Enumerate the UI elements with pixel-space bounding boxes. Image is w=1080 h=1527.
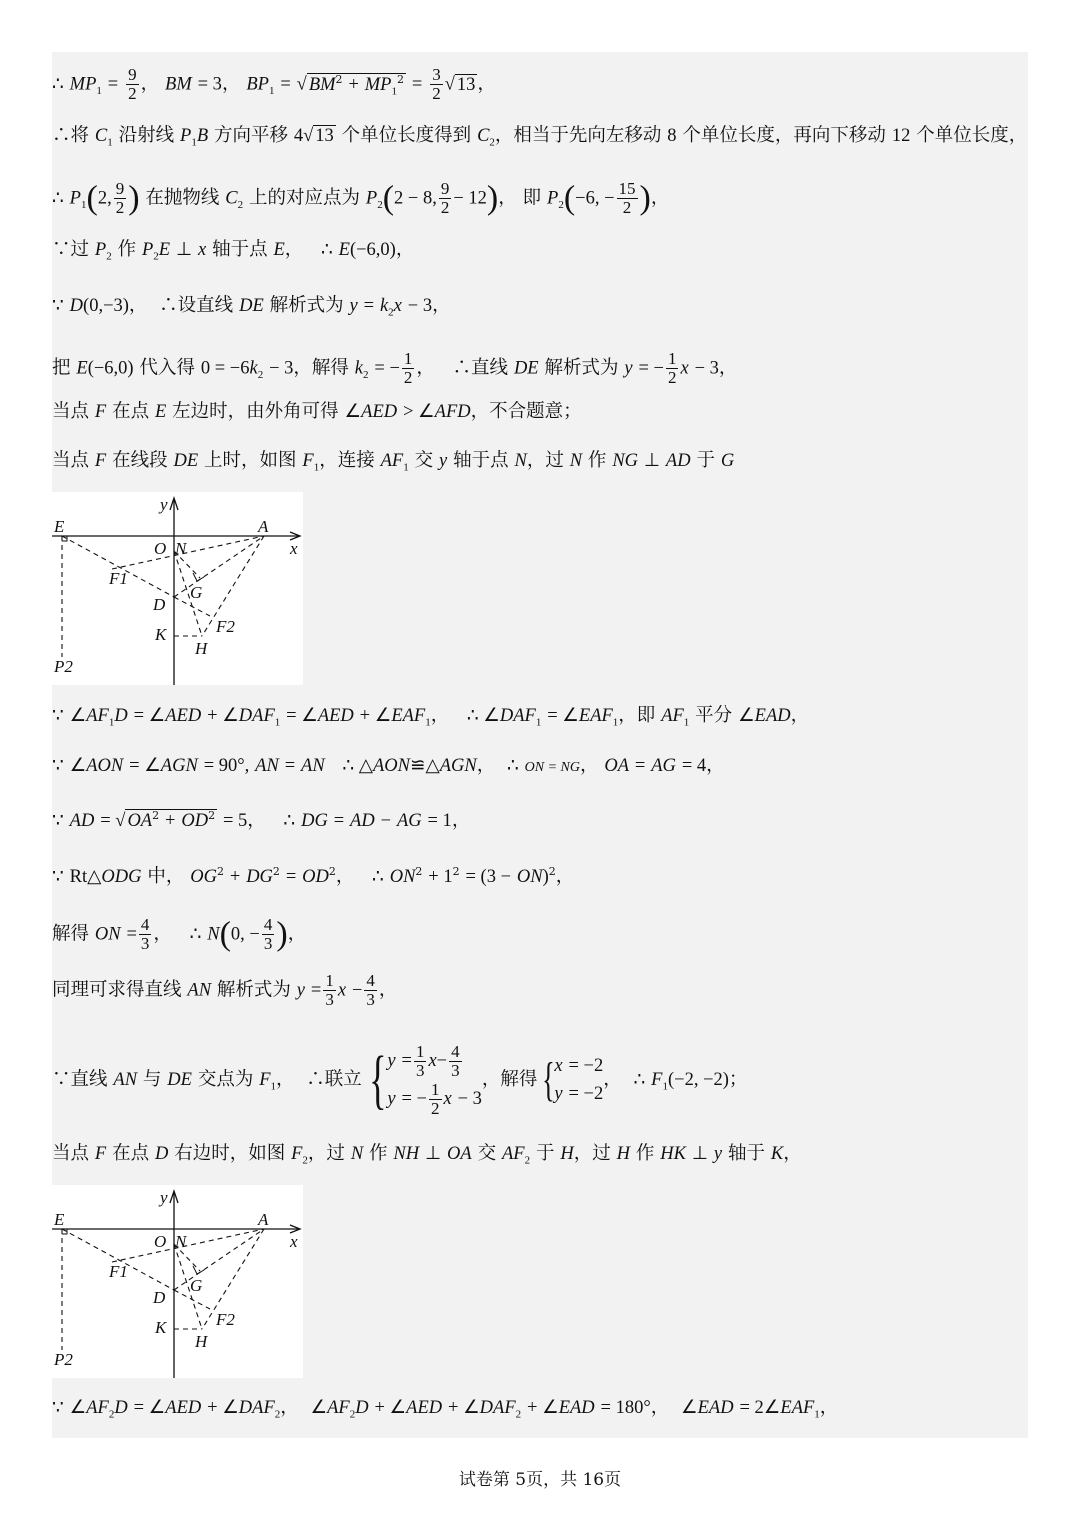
point-G: G [190,1276,203,1295]
page-footer: 试卷第 5页，共 16页 [458,1470,622,1490]
line-7: 当点 F 在点 E 左边时，由外角可得 ∠AED > ∠AFD，不合题意； [52,401,582,422]
geometry-diagram [52,1185,303,1378]
point-G: G [190,583,203,602]
point-F2: F2 [216,617,235,636]
point-P2: P2 [54,1350,73,1369]
y-axis-label: y [160,495,168,514]
point-H: H [195,1332,208,1351]
point-A: A [258,517,269,536]
y-axis-label: y [160,1188,168,1207]
geometry-figure-2 [52,1185,303,1378]
line-16: 当点 F 在点 D 右边时，如图 $F_2$，过 N 作 NH ⊥ OA 交 $AF_2$ 于 H，过 H 作 HK ⊥ y 轴于 K， [52,1143,802,1167]
x-axis-label: x [290,539,298,558]
line-8: 当点 F 在线段 DE 上时，如图 $F_1$，连接 $AF_1$ 交 y 轴于点 N，过 N 作 NG ⊥ AD 于 G [52,450,735,474]
point-D: D [153,1288,166,1307]
geometry-diagram [52,492,303,685]
point-F2: F2 [216,1310,235,1329]
point-O: O [154,1232,167,1251]
point-H: H [195,639,208,658]
line-15: ∵直线 AN 与 DE 交点为 $F_1$， ∴联立 { y = $\frac{1}{3}$ x− $\frac{4}{3}$ y = − $\frac{1}{2}$ x − 3 ，解得 { x = −2 y = −2 ， ∴ $F_1(-2$, −2)； [52,1041,748,1118]
line-3: ∴ $P_1(2$, $\frac{9}{2}$ ) 在抛物线 $C_2$ 上的对应点为 $P_2(2 - 8$, $\frac{9}{2}$ − 12)， 即 $P_2(-6$, − $\frac{15}{2}$ )， [52,179,670,217]
point-E: E [54,1210,65,1229]
x-axis-label: x [290,1232,298,1251]
point-N: N [175,1232,187,1251]
point-O: O [154,539,167,558]
line-1: ∴ $MP_1$ = $\frac{9}{2}$ ， BM = 3， $BP_1$ = √ $BM^2 + MP_1^2$ = $\frac{3}{2}$ √ 13 ， [52,65,496,103]
line-12: ∵ Rt△ODG 中， $OG^2 + DG^2 = OD^2$， ∴ $ON^2 + 1^2 = (3 - ON)^2$， [52,865,575,888]
line-6: 把 E(−6,0) 代入得 $0 = -6k_2 - 3$，解得 $k_2$ = − $\frac{1}{2}$ ， ∴直线 DE 解析式为 y = − $\frac{1}{2}$ x − 3， [52,349,738,387]
line-17: ∵ $\angle AF_2D$ = ∠AED + $\angle DAF_2$， $\angle AF_2D$ + ∠AED + $\angle DAF_2$ + ∠EAD = 180°， ∠EAD = $2\angle EAF_1$， [52,1397,839,1421]
geometry-figure-1 [52,492,303,685]
line-14: 同理可求得直线 AN 解析式为 y = $\frac{1}{3}$ x − $\frac{4}{3}$ ， [52,971,398,1009]
line-10: ∵ ∠AON = ∠AGN = 90°, AN = AN ∴ △AON≌△AGN， ∴ ON = NG， OA = AG = 4， [52,755,725,776]
line-11: ∵ AD = √ $OA^2 + OD^2 = 5$， ∴ DG = AD − AG = 1， [52,809,471,832]
line-9: ∵ $\angle AF_1D$ = ∠AED + $\angle DAF_1$ = ∠AED + $\angle EAF_1$， ∴ $\angle DAF_1$ = $\angle EAF_1$，即 $AF_1$ 平分 ∠EAD， [52,705,810,729]
point-K: K [155,1318,167,1337]
point-A: A [258,1210,269,1229]
line-4: ∵过 $P_2$ 作 $P_2E$ ⊥ x 轴于点 E， ∴ E(−6,0)， [52,239,415,263]
point-P2: P2 [54,657,73,676]
point-N: N [175,539,187,558]
point-K: K [155,625,167,644]
line-13: 解得 ON = $\frac{4}{3}$ ， ∴ N(0, − $\frac{4}{3}$ )， [52,915,307,953]
line-2: ∴将 $C_1$ 沿射线 $P_1B$ 方向平移 4√ 13 个单位长度得到 $C_2$，相当于先向左移动 8 个单位长度，再向下移动 12 个单位长度， [52,125,1028,149]
point-F1: F1 [109,569,128,588]
document-page [52,52,1028,1438]
point-E: E [54,517,65,536]
line-5: ∵ D(0,−3)， ∴设直线 DE 解析式为 $y = k_2x - 3$， [52,295,451,319]
point-D: D [153,595,166,614]
point-F1: F1 [109,1262,128,1281]
